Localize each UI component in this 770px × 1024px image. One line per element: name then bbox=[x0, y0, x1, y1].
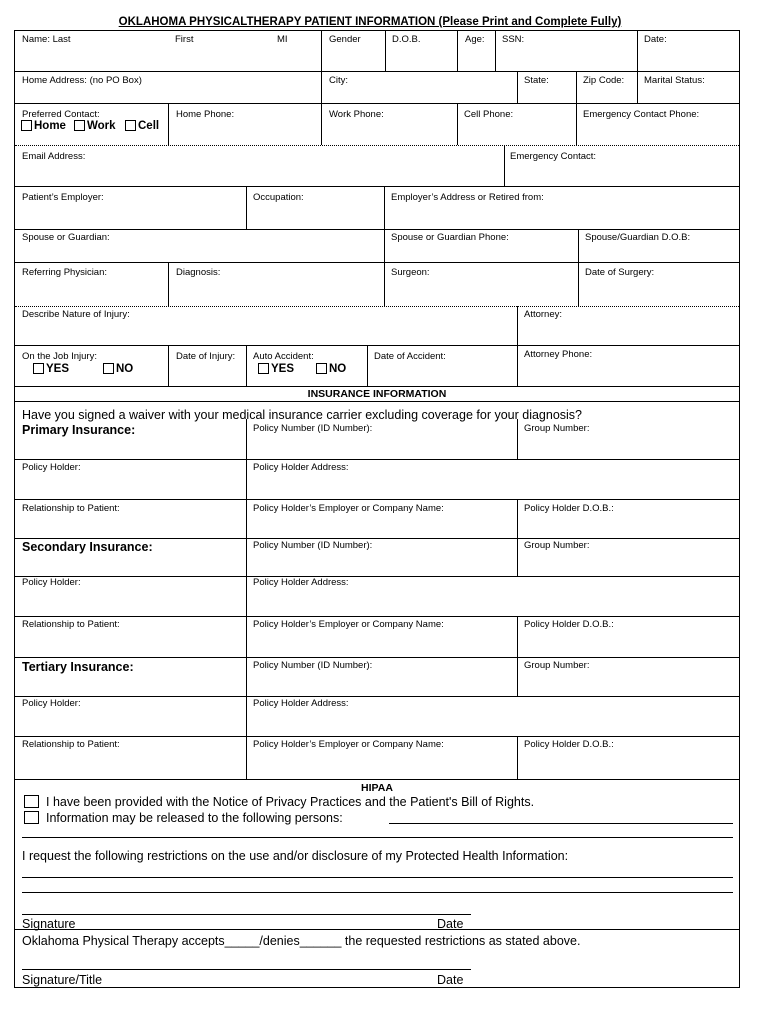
work-phone-label: Work Phone: bbox=[329, 109, 384, 120]
auto-accident-label: Auto Accident: bbox=[253, 351, 314, 362]
col-divider bbox=[517, 419, 518, 459]
col-divider bbox=[517, 499, 518, 577]
auto-no-checkbox[interactable] bbox=[316, 363, 327, 374]
release-persons-field[interactable] bbox=[389, 823, 733, 824]
row-divider bbox=[15, 779, 739, 780]
secondary-group-number-label: Group Number: bbox=[524, 540, 590, 551]
diagnosis-label: Diagnosis: bbox=[176, 267, 221, 278]
insurance-heading: INSURANCE INFORMATION bbox=[307, 388, 447, 400]
injury-label: Describe Nature of Injury: bbox=[22, 309, 130, 320]
tertiary-holder-address-label: Policy Holder Address: bbox=[253, 698, 349, 709]
tertiary-policy-number-label: Policy Number (ID Number): bbox=[253, 660, 373, 671]
on-job-no-option[interactable] bbox=[103, 363, 133, 376]
dob-label: D.O.B. bbox=[392, 34, 421, 45]
restrictions-line-1[interactable] bbox=[22, 877, 733, 878]
emergency-phone-label: Emergency Contact Phone: bbox=[583, 109, 700, 120]
col-divider bbox=[321, 103, 322, 145]
col-divider bbox=[495, 31, 496, 71]
gender-label: Gender bbox=[329, 34, 361, 45]
employer-address-label: Employer’s Address or Retired from: bbox=[391, 192, 544, 203]
first-name-label: First bbox=[175, 34, 194, 45]
spouse-phone-label: Spouse or Guardian Phone: bbox=[391, 232, 509, 243]
auto-no-label: NO bbox=[329, 363, 347, 375]
row-divider bbox=[15, 71, 739, 72]
zip-label: Zip Code: bbox=[583, 75, 625, 86]
cell-checkbox[interactable] bbox=[125, 120, 136, 131]
row-divider bbox=[15, 386, 739, 387]
row-divider bbox=[15, 401, 739, 402]
form-title: OKLAHOMA PHYSICALTHERAPY PATIENT INFORMATION (Please Print and Complete Fully) bbox=[118, 16, 622, 28]
restrictions-line-2[interactable] bbox=[22, 892, 733, 893]
cell-phone-label: Cell Phone: bbox=[464, 109, 514, 120]
tertiary-relationship-label: Relationship to Patient: bbox=[22, 739, 120, 750]
col-divider bbox=[321, 31, 322, 71]
attorney-label: Attorney: bbox=[524, 309, 563, 320]
col-divider bbox=[384, 262, 385, 306]
col-divider bbox=[246, 345, 247, 386]
col-divider bbox=[578, 229, 579, 262]
secondary-insurance-label: Secondary Insurance: bbox=[22, 540, 153, 554]
tertiary-group-number-label: Group Number: bbox=[524, 660, 590, 671]
employer-label: Patient’s Employer: bbox=[22, 192, 104, 203]
col-divider bbox=[457, 31, 458, 71]
auto-yes-label: YES bbox=[271, 363, 295, 375]
spouse-dob-label: Spouse/Guardian D.O.B: bbox=[585, 232, 691, 243]
col-divider bbox=[517, 616, 518, 697]
ssn-label: SSN: bbox=[502, 34, 525, 45]
col-divider bbox=[504, 145, 505, 186]
on-job-injury-label: On the Job Injury: bbox=[22, 351, 97, 362]
col-divider bbox=[246, 419, 247, 779]
signature-title-label: Signature/Title bbox=[22, 973, 103, 987]
col-divider bbox=[578, 262, 579, 306]
release-text: Information may be released to the following persons: bbox=[46, 811, 343, 825]
emergency-contact-label: Emergency Contact: bbox=[510, 151, 597, 162]
age-label: Age: bbox=[465, 34, 485, 45]
waiver-question: Have you signed a waiver with your medical insurance carrier excluding coverage for your diagnosis? bbox=[22, 408, 583, 422]
on-job-yes-checkbox[interactable] bbox=[33, 363, 44, 374]
tertiary-policy-holder-label: Policy Holder: bbox=[22, 698, 81, 709]
notice-checkbox[interactable] bbox=[24, 795, 39, 808]
attorney-phone-label: Attorney Phone: bbox=[524, 349, 593, 360]
signature-title-field[interactable] bbox=[22, 969, 471, 970]
primary-policy-number-label: Policy Number (ID Number): bbox=[253, 423, 373, 434]
col-divider bbox=[637, 71, 638, 103]
notice-acknowledgement[interactable] bbox=[24, 795, 534, 809]
col-divider bbox=[246, 186, 247, 229]
col-divider bbox=[168, 262, 169, 306]
primary-holder-dob-label: Policy Holder D.O.B.: bbox=[524, 503, 614, 514]
col-divider bbox=[576, 71, 577, 103]
row-divider bbox=[15, 229, 739, 230]
preferred-home-option[interactable] bbox=[21, 120, 66, 133]
restrictions-text: I request the following restrictions on the use and/or disclosure of my Protected Health Information: bbox=[22, 849, 569, 863]
col-divider bbox=[457, 103, 458, 145]
col-divider bbox=[385, 31, 386, 71]
notice-text: I have been provided with the Notice of Privacy Practices and the Patient's Bill of Rights. bbox=[46, 795, 535, 809]
work-option-label: Work bbox=[87, 120, 116, 132]
row-divider bbox=[15, 262, 739, 263]
tertiary-holder-employer-label: Policy Holder’s Employer or Company Name: bbox=[253, 739, 444, 750]
email-label: Email Address: bbox=[22, 151, 86, 162]
row-divider bbox=[15, 736, 739, 737]
col-divider bbox=[576, 103, 577, 145]
col-divider bbox=[517, 736, 518, 779]
primary-holder-employer-label: Policy Holder’s Employer or Company Name: bbox=[253, 503, 444, 514]
secondary-policy-number-label: Policy Number (ID Number): bbox=[253, 540, 373, 551]
secondary-relationship-label: Relationship to Patient: bbox=[22, 619, 120, 630]
home-phone-label: Home Phone: bbox=[176, 109, 235, 120]
cell-option-label: Cell bbox=[138, 120, 160, 132]
primary-policy-holder-label: Policy Holder: bbox=[22, 462, 81, 473]
home-address-label: Home Address: (no PO Box) bbox=[22, 75, 142, 86]
row-divider bbox=[15, 345, 739, 346]
secondary-holder-employer-label: Policy Holder’s Employer or Company Name: bbox=[253, 619, 444, 630]
col-divider bbox=[517, 71, 518, 103]
col-divider bbox=[384, 186, 385, 229]
on-job-no-checkbox[interactable] bbox=[103, 363, 114, 374]
signature-date-label: Date bbox=[437, 917, 464, 931]
middle-initial-label: MI bbox=[277, 34, 288, 45]
row-divider bbox=[15, 145, 739, 146]
state-label: State: bbox=[524, 75, 549, 86]
date-label: Date: bbox=[644, 34, 667, 45]
spouse-label: Spouse or Guardian: bbox=[22, 232, 110, 243]
preferred-contact-label: Preferred Contact: bbox=[22, 109, 100, 120]
preferred-cell-option[interactable] bbox=[125, 120, 159, 133]
referring-physician-label: Referring Physician: bbox=[22, 267, 108, 278]
marital-status-label: Marital Status: bbox=[644, 75, 705, 86]
row-divider bbox=[15, 103, 739, 104]
occupation-label: Occupation: bbox=[253, 192, 304, 203]
row-divider bbox=[15, 499, 739, 500]
row-divider bbox=[15, 538, 739, 539]
col-divider bbox=[367, 345, 368, 386]
row-divider bbox=[15, 576, 739, 577]
col-divider bbox=[384, 229, 385, 262]
tertiary-insurance-label: Tertiary Insurance: bbox=[22, 660, 134, 674]
secondary-holder-dob-label: Policy Holder D.O.B.: bbox=[524, 619, 614, 630]
auto-yes-checkbox[interactable] bbox=[258, 363, 269, 374]
release-checkbox[interactable] bbox=[24, 811, 39, 824]
row-divider bbox=[15, 186, 739, 187]
on-job-yes-option[interactable] bbox=[33, 363, 69, 376]
col-divider bbox=[517, 306, 518, 386]
col-divider bbox=[321, 71, 322, 103]
primary-relationship-label: Relationship to Patient: bbox=[22, 503, 120, 514]
row-divider bbox=[15, 657, 739, 658]
signature-field[interactable] bbox=[22, 914, 471, 915]
row-divider bbox=[15, 306, 739, 307]
release-persons-line-2[interactable] bbox=[22, 837, 733, 838]
primary-insurance-label: Primary Insurance: bbox=[22, 423, 136, 437]
secondary-holder-address-label: Policy Holder Address: bbox=[253, 577, 349, 588]
surgeon-label: Surgeon: bbox=[391, 267, 430, 278]
home-checkbox[interactable] bbox=[21, 120, 32, 131]
accepts-denies-text: Oklahoma Physical Therapy accepts_____/denies______ the requested restrictions as stated above. bbox=[22, 934, 581, 948]
primary-holder-address-label: Policy Holder Address: bbox=[253, 462, 349, 473]
col-divider bbox=[168, 103, 169, 145]
col-divider bbox=[637, 31, 638, 71]
home-option-label: Home bbox=[34, 120, 66, 132]
signature-label: Signature bbox=[22, 917, 76, 931]
row-divider bbox=[15, 616, 739, 617]
on-job-no-label: NO bbox=[116, 363, 134, 375]
secondary-policy-holder-label: Policy Holder: bbox=[22, 577, 81, 588]
tertiary-holder-dob-label: Policy Holder D.O.B.: bbox=[524, 739, 614, 750]
on-job-yes-label: YES bbox=[46, 363, 70, 375]
city-label: City: bbox=[329, 75, 348, 86]
surgery-date-label: Date of Surgery: bbox=[585, 267, 655, 278]
auto-yes-option[interactable] bbox=[258, 363, 294, 376]
primary-group-number-label: Group Number: bbox=[524, 423, 590, 434]
preferred-work-option[interactable] bbox=[74, 120, 116, 133]
name-last-label: Name: Last bbox=[22, 34, 71, 45]
hipaa-heading: HIPAA bbox=[361, 782, 393, 794]
row-divider bbox=[15, 696, 739, 697]
signature-title-date-label: Date bbox=[437, 973, 464, 987]
col-divider bbox=[168, 345, 169, 386]
row-divider bbox=[15, 459, 739, 460]
auto-no-option[interactable] bbox=[316, 363, 346, 376]
date-of-accident-label: Date of Accident: bbox=[374, 351, 446, 362]
work-checkbox[interactable] bbox=[74, 120, 85, 131]
patient-info-form bbox=[14, 30, 740, 988]
date-of-injury-label: Date of Injury: bbox=[176, 351, 236, 362]
release-acknowledgement[interactable] bbox=[24, 811, 343, 825]
row-divider bbox=[15, 929, 739, 930]
